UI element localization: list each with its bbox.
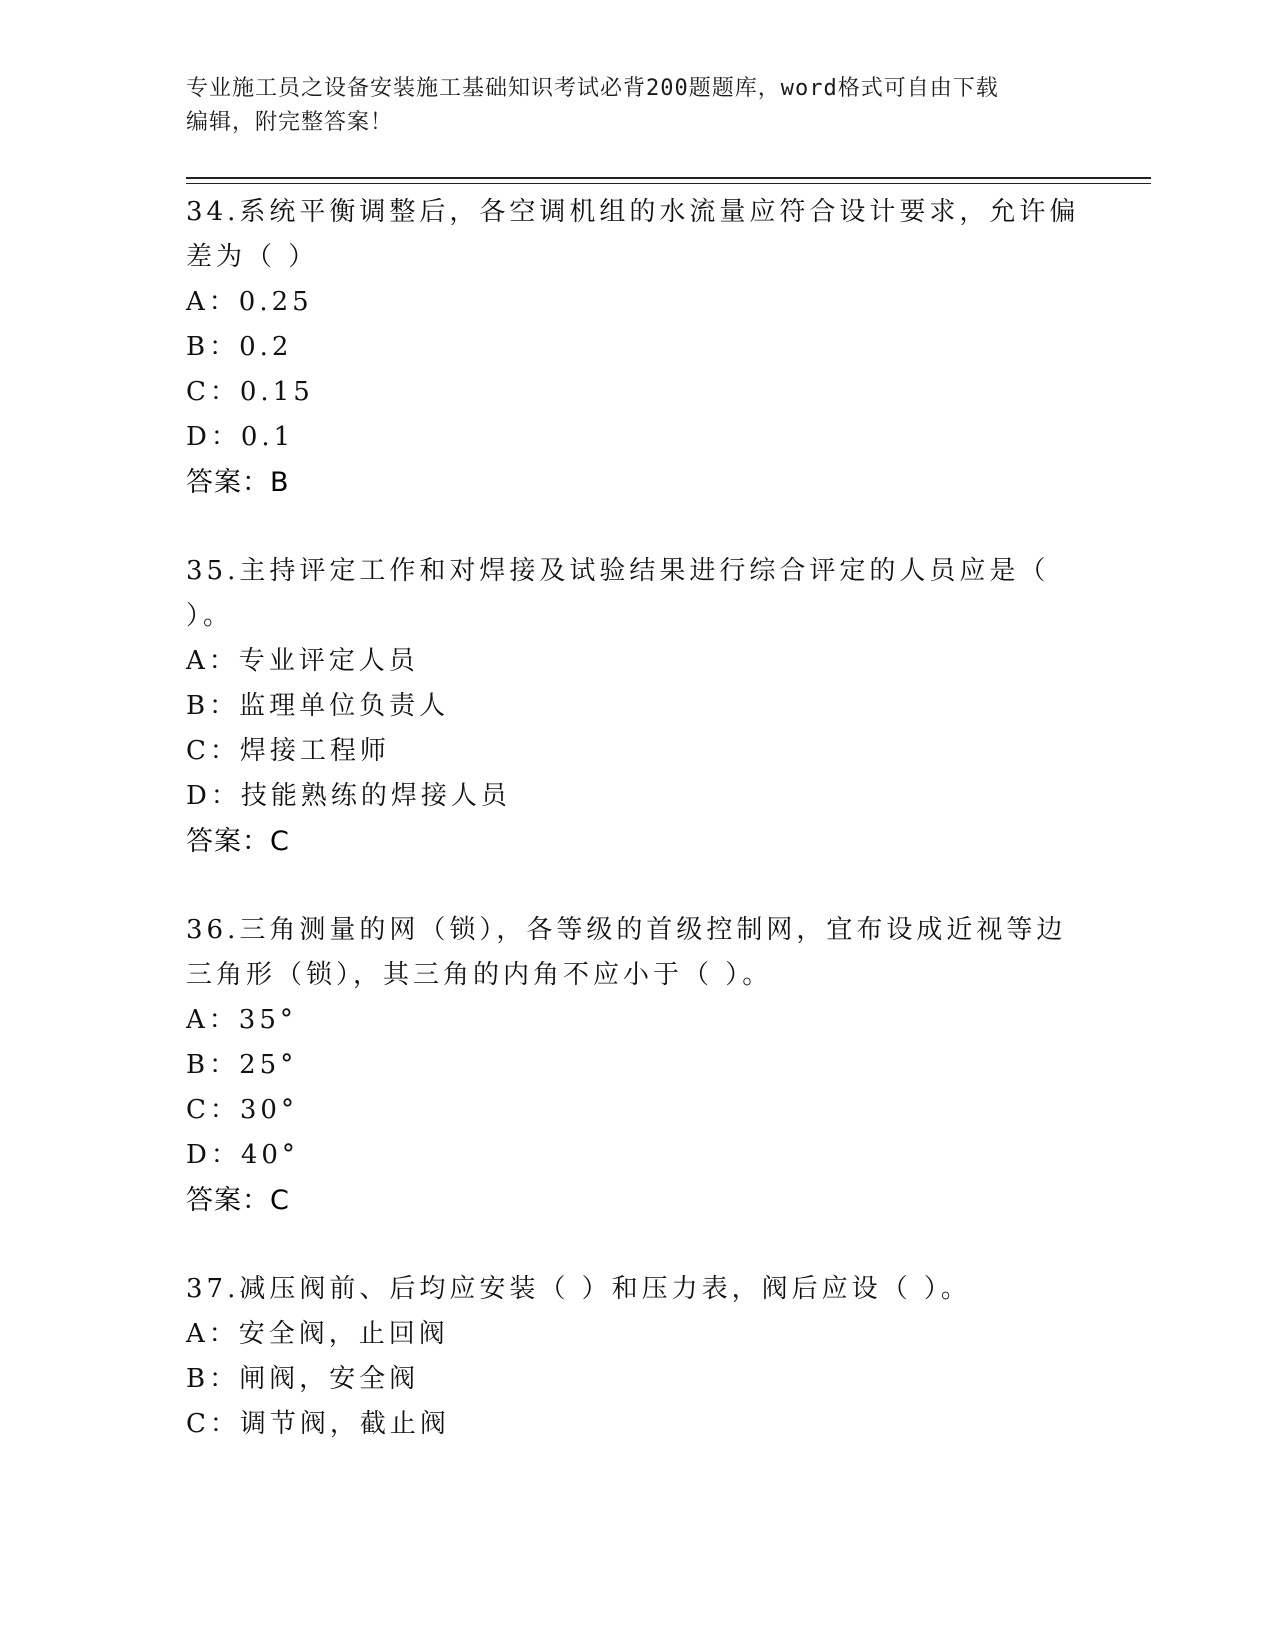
option-b: B：闸阀，安全阀 (186, 1364, 420, 1394)
option-a: A：安全阀，止回阀 (186, 1319, 449, 1349)
option-d: D：技能熟练的焊接人员 (186, 781, 511, 811)
question-37 (186, 1267, 1086, 1447)
option-c: C：0.15 (186, 377, 314, 407)
answer-label: 答案：C (186, 1185, 290, 1216)
option-a: A：0.25 (186, 287, 313, 317)
header-title-line-2: 编辑，附完整答案！ (186, 110, 394, 135)
question-36 (186, 908, 1086, 1223)
header-title-line-1: 专业施工员之设备安装施工基础知识考试必背200题题库，word格式可自由下载 (186, 76, 999, 101)
option-b: B：25° (186, 1050, 298, 1080)
option-a: A：35° (186, 1005, 297, 1035)
option-a: A：专业评定人员 (186, 646, 419, 676)
option-c: C：调节阀，截止阀 (186, 1409, 450, 1439)
header-divider-thick (186, 177, 1151, 179)
answer-label: 答案：C (186, 826, 290, 857)
question-34 (186, 190, 1086, 505)
option-d: D：40° (186, 1140, 299, 1170)
question-stem: 36.三角测量的网（锁），各等级的首级控制网，宜布设成近视等边三角形（锁），其三角的内角不应小于（ ）。 (186, 915, 1067, 990)
option-c: C：30° (186, 1095, 298, 1125)
option-b: B：0.2 (186, 332, 293, 362)
header-divider-thin (186, 183, 1151, 184)
document-header (186, 72, 1086, 140)
question-stem: 37.减压阀前、后均应安装（ ）和压力表，阀后应设（ ）。 (186, 1274, 971, 1304)
answer-label: 答案：B (186, 467, 290, 498)
question-stem: 35.主持评定工作和对焊接及试验结果进行综合评定的人员应是（ ）。 (186, 556, 1050, 631)
option-b: B：监理单位负责人 (186, 691, 450, 721)
question-list (186, 190, 1086, 1491)
question-stem: 34.系统平衡调整后，各空调机组的水流量应符合设计要求，允许偏差为（ ） (186, 197, 1080, 272)
question-35 (186, 549, 1086, 864)
option-c: C：焊接工程师 (186, 736, 390, 766)
option-d: D：0.1 (186, 422, 295, 452)
